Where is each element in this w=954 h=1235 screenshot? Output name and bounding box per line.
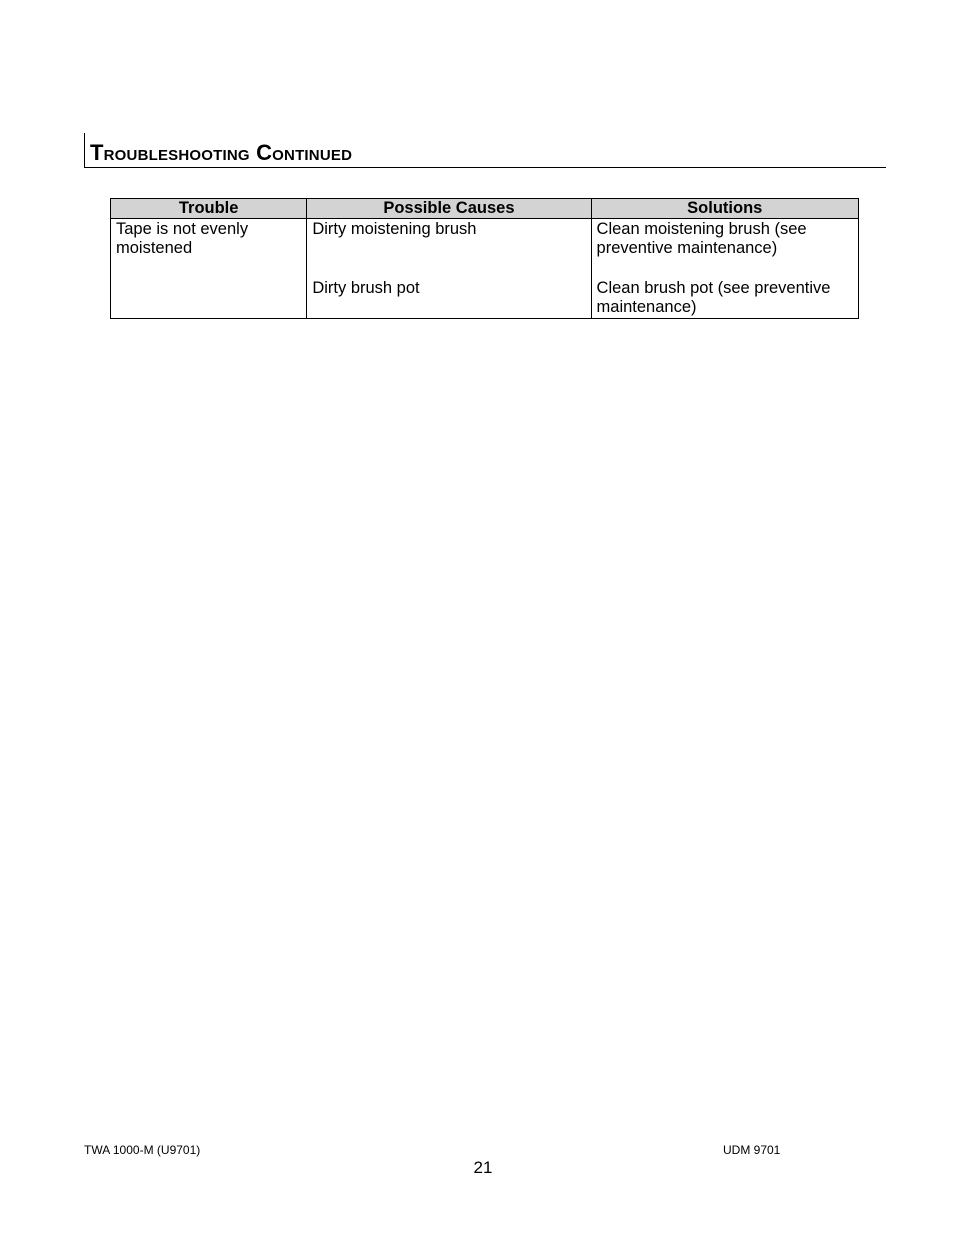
column-header-trouble: Trouble [111, 199, 307, 219]
table-header-row [111, 199, 859, 219]
troubleshooting-table [110, 198, 859, 319]
trouble-text: Tape is not evenly moistened [116, 220, 249, 257]
solution-item: Clean brush pot (see preventive maintenance) [596, 279, 831, 316]
trouble-cell [111, 219, 307, 319]
column-header-possible-causes: Possible Causes [307, 199, 591, 219]
column-header-solutions: Solutions [591, 199, 858, 219]
footer-document-code: UDM 9701 [723, 1143, 781, 1157]
section-heading-rule [84, 133, 886, 168]
solution-item: Clean moistening brush (see preventive maintenance) [596, 220, 807, 257]
table-row [111, 219, 859, 319]
cause-item: Dirty moistening brush [312, 220, 477, 238]
page-title: Troubleshooting Continued [90, 140, 353, 165]
solutions-cell [591, 219, 858, 319]
footer-model-number: TWA 1000-M (U9701) [84, 1143, 201, 1157]
cause-item: Dirty brush pot [312, 279, 420, 297]
page-number: 21 [473, 1158, 493, 1177]
possible-causes-cell [307, 219, 591, 319]
